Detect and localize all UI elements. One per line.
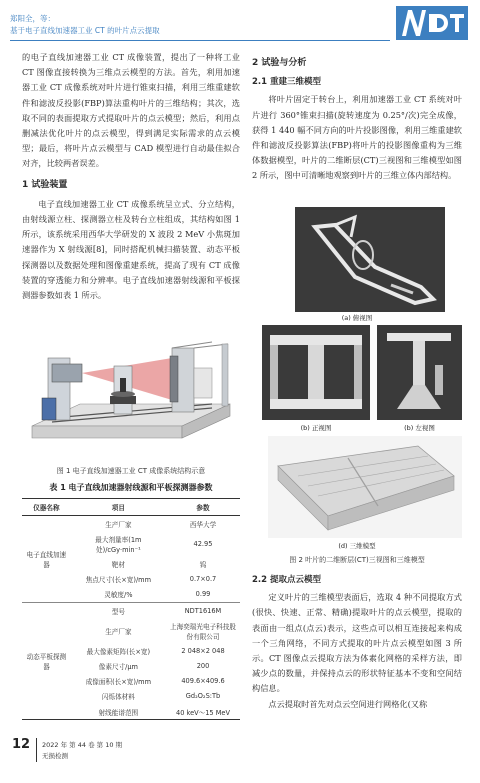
table-1-caption: 表 1 电子直线加速器射线源和平板探测器参数 bbox=[49, 483, 213, 492]
section-2-title: 2 试验与分析 bbox=[252, 58, 307, 68]
header-authors: 郑阳全，等： bbox=[10, 14, 55, 23]
page-number: 12 bbox=[12, 737, 31, 752]
figure-2a-label: (a) 俯视图 bbox=[341, 314, 373, 322]
row-item: 最大像素矩阵(长×宽) bbox=[86, 647, 151, 656]
row-item: 成像面积(长×宽)/mm bbox=[85, 678, 152, 687]
subsection-2-1-paragraph: 将叶片固定于转台上，利用加速器工业 CT 系统对叶片进行 360°锥束扫描(旋转速度为 0.25°/次)完全成像，获得 1 440 幅不同方向的叶片投影图像，利用三维重建软件和滤波反投影算法(FBP)将叶片的投影图像重构为三维体数据模型，叶片的二维断层(CT)三视图和三维模型如图 2 所示，图中可清晰地观察到叶片的三维立体内部结构。 bbox=[252, 94, 462, 181]
figure-2d-label: (d) 三维模型 bbox=[338, 542, 376, 550]
section-1-title: 1 试验装置 bbox=[22, 179, 68, 190]
left-column bbox=[22, 50, 240, 303]
row-value: 0.7×0.7 bbox=[189, 575, 217, 584]
subsection-2-2-title: 2.2 提取点云模型 bbox=[252, 575, 322, 585]
row-item: 生产厂家 bbox=[105, 627, 132, 636]
row-value: 西华大学 bbox=[189, 520, 217, 529]
ndt-logo bbox=[396, 6, 468, 40]
group-name-detector: 动态平板探测器 bbox=[22, 602, 71, 719]
figure-2d-3d-model bbox=[268, 436, 462, 538]
row-value: 409.6×409.6 bbox=[181, 677, 225, 686]
subsection-2-2-paragraph: 定义叶片的三维模型表面后，选取 4 种不同提取方式(很快、快速、正常、精确)提取叶片的点云模型，提取的表面由一组点(点云)表示，这些点可以相互连接起来构成一个三角网络，不同方式提取的叶片点云模型如图 3 所示。CT 图像点云提取方法为体素化网格的采样方法，即减少点的数量，并保持点云的形状特征基本不变和空间结构信息。 bbox=[252, 592, 462, 694]
row-item: 灵敏度/% bbox=[71, 587, 166, 603]
row-item: 像素尺寸/μm bbox=[98, 663, 138, 672]
row-value: NDT1616M bbox=[184, 606, 222, 615]
table-header-instrument: 仪器名称 bbox=[22, 499, 71, 516]
row-value: Gd₂O₂S:Tb bbox=[185, 692, 221, 701]
figure-2c-label: (b) 左视图 bbox=[404, 424, 435, 432]
table-row bbox=[22, 516, 240, 532]
header-article-title: 基于电子直线加速器工业 CT 的叶片点云提取 bbox=[10, 26, 160, 35]
row-value: 上海奕瑞光电子科技股份有限公司 bbox=[170, 622, 236, 641]
row-value: 2 048×2 048 bbox=[181, 646, 225, 655]
continuation-paragraph: 点云提取时首先对点云空间进行网格化(又称 bbox=[268, 698, 428, 709]
row-item: 焦点尺寸(长×宽)/mm bbox=[85, 576, 152, 585]
table-row bbox=[22, 602, 240, 618]
row-value: 0.99 bbox=[166, 587, 240, 603]
row-item: 射线能谱范围 bbox=[71, 704, 166, 720]
row-item: 最大剂量率(1m 处)/cGy·min⁻¹ bbox=[95, 535, 142, 554]
figure-2b-label: (b) 正视图 bbox=[300, 424, 332, 432]
footer-journal-issue: 2022 年 第 44 卷 第 10 期 bbox=[42, 741, 123, 749]
figure-1-ct-system-schematic bbox=[22, 338, 240, 462]
right-column-lower bbox=[252, 569, 462, 712]
right-column bbox=[252, 50, 462, 184]
table-1-parameters bbox=[22, 498, 240, 720]
group-name-accelerator: 电子直线加速器 bbox=[22, 516, 71, 603]
row-value: 42.95 bbox=[193, 539, 213, 548]
logo-text: NDT bbox=[432, 38, 435, 39]
footer-rule bbox=[36, 738, 37, 762]
row-value: 40 keV～15 MeV bbox=[166, 704, 240, 720]
row-value: 钨 bbox=[199, 560, 207, 569]
figure-2c-left-view bbox=[377, 325, 462, 420]
figure-2b-front-view bbox=[262, 325, 370, 420]
footer-journal-name: 无损检测 bbox=[42, 752, 68, 760]
page-header bbox=[0, 0, 480, 44]
intro-paragraph: 的电子直线加速器工业 CT 成像装置，提出了一种将工业 CT 图像直接转换为三维点云模型的方法。首先，利用加速器工业 CT 成像系统对叶片进行锥束扫描，利用三维重建软件和滤波反投影(FBP)算法重构叶片的三维结构；其次，选取不同的表面提取方式提取叶片的点云模型；然后，利用点删减法优化叶片的点云模型，得到满足实际需求的点云模型；最后，将叶片点云模型与 CAD 模型进行自动最佳拟合对齐，比较两者误差。 bbox=[22, 52, 240, 169]
row-item: 靶材 bbox=[111, 560, 125, 569]
row-item: 型号 bbox=[111, 607, 125, 616]
row-value: 200 bbox=[196, 662, 210, 671]
row-item: 生产厂家 bbox=[105, 520, 132, 529]
figure-1-caption: 图 1 电子直线加速器工业 CT 成像系统结构示意 bbox=[56, 467, 206, 475]
header-rule bbox=[10, 40, 390, 41]
table-header-parameter: 参数 bbox=[166, 499, 240, 516]
section-1-paragraph: 电子直线加速器工业 CT 成像系统呈立式、分立结构，由射线源立柱、探测器立柱及转台立柱组成，其结构如图 1 所示，该系统采用西华大学研发的 X 波段 2 MeV 小焦斑加速器作为 X 射线源[8]，同时搭配机械扫描装置、动态平板探测器以及数据处理和图像重建系统，提高了现有 CT 成像装置的穿透能力和分辨率。电子直线加速器射线源和平板探测器参数如表 1 所示。 bbox=[22, 198, 240, 301]
figure-2-caption: 图 2 叶片的二维断层(CT)三视图和三维模型 bbox=[289, 556, 425, 564]
table-header-item: 项目 bbox=[71, 499, 166, 516]
row-item: 闪烁体材料 bbox=[101, 693, 135, 702]
figure-2a-top-view bbox=[295, 207, 445, 312]
subsection-2-1-title: 2.1 重建三维模型 bbox=[252, 77, 322, 88]
